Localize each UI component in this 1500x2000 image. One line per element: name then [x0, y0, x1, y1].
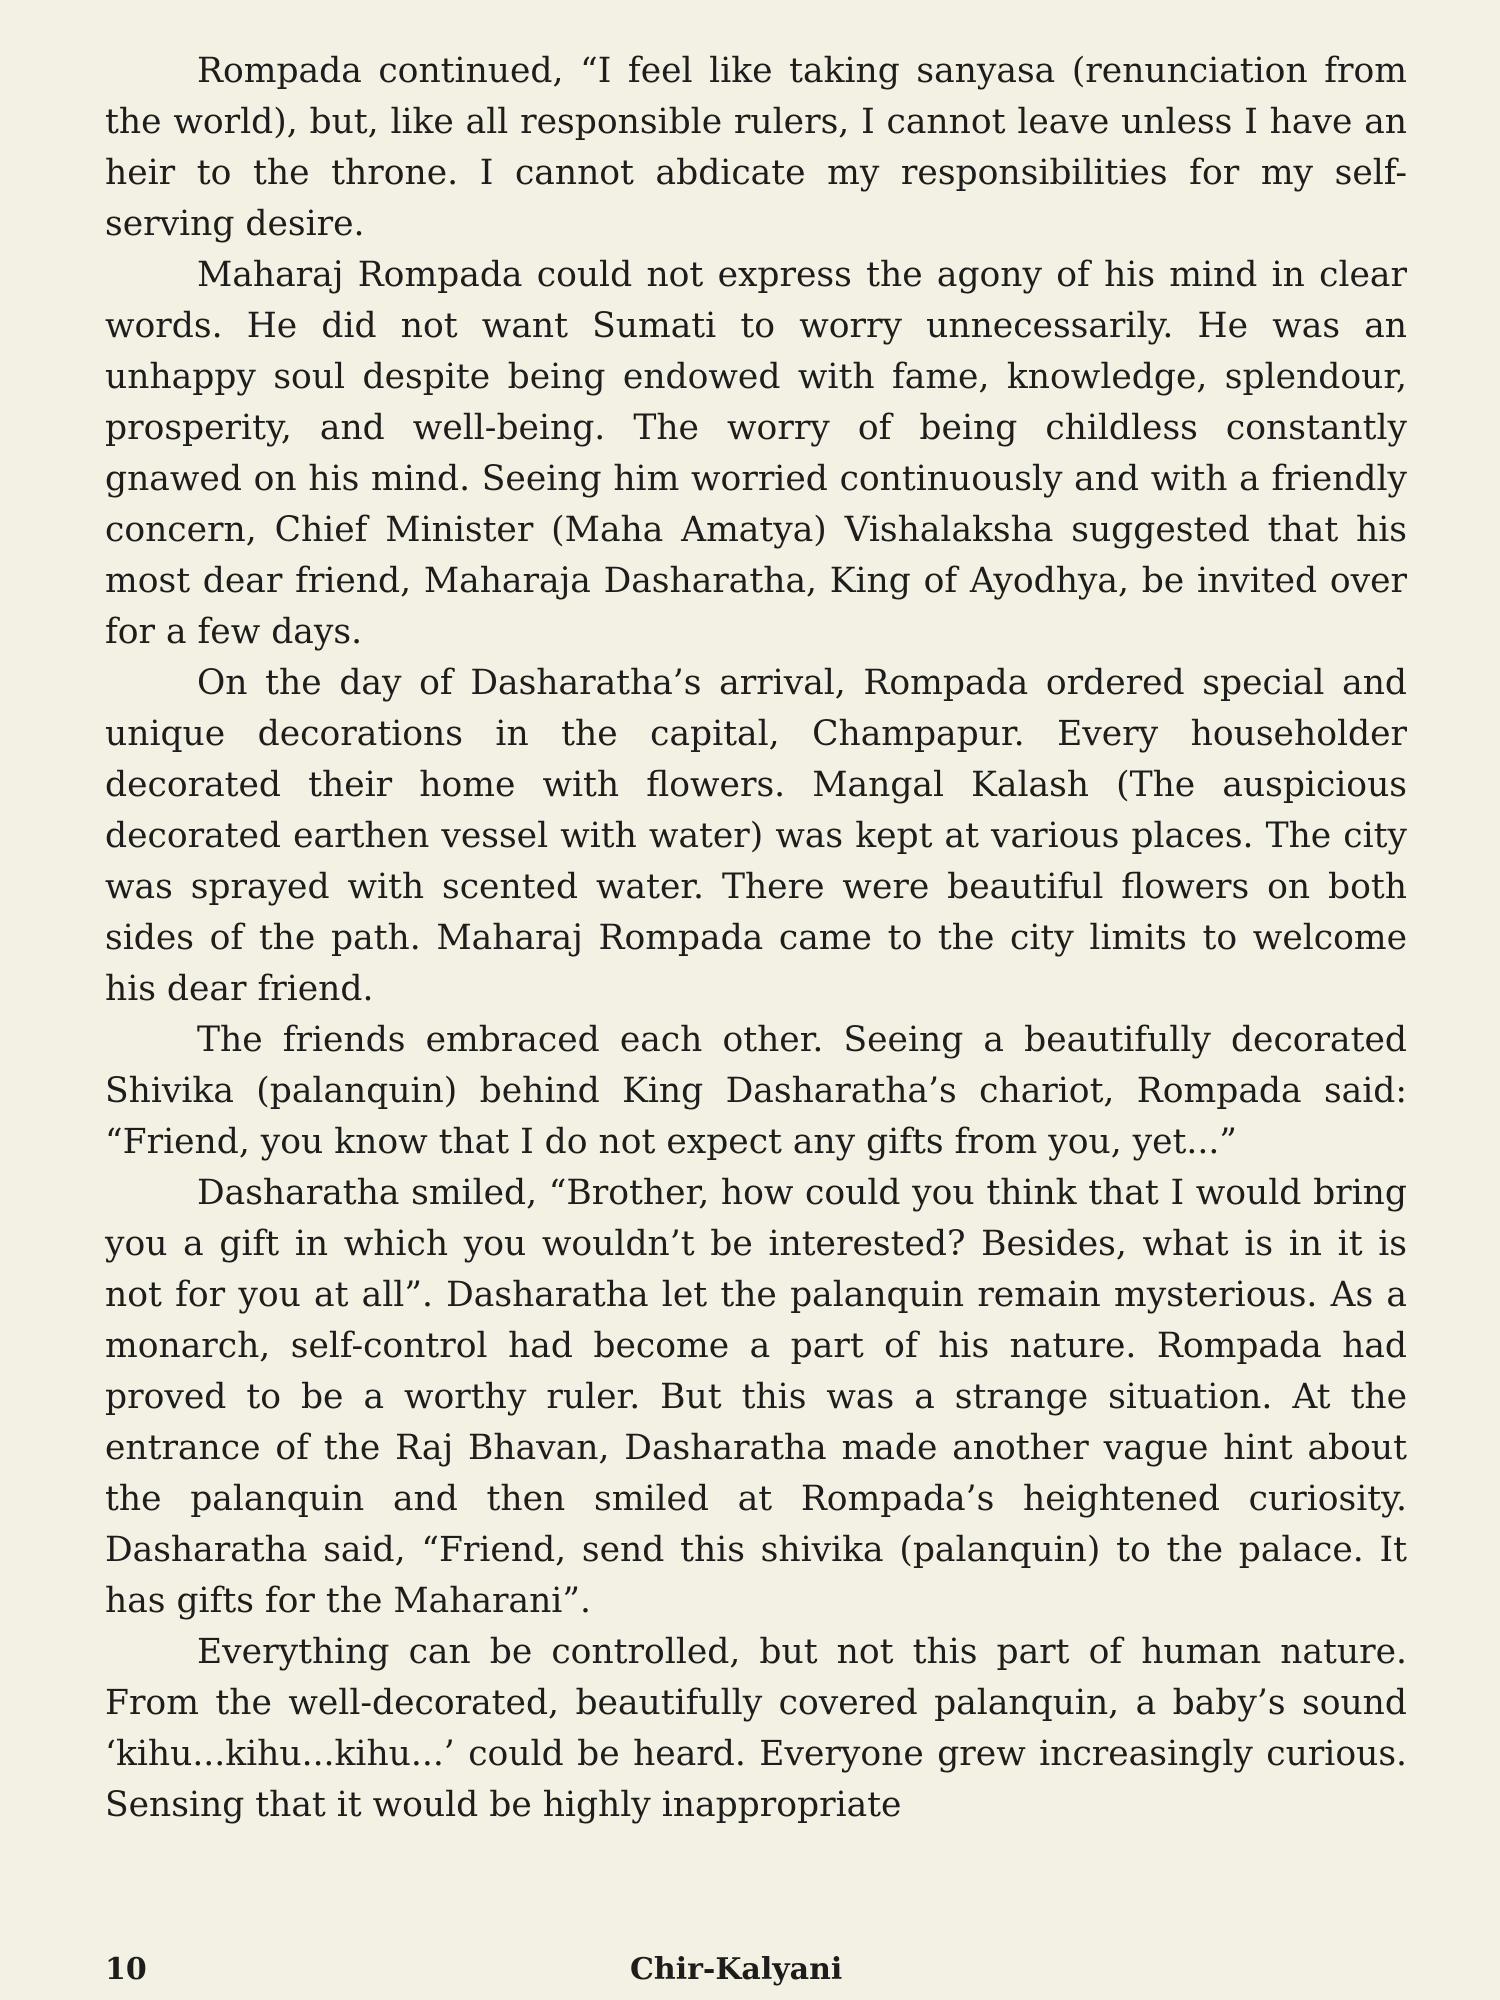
page-number: 10: [105, 1952, 147, 1987]
paragraph-1: Rompada continued, “I feel like taking sanyasa (renunciation from the world), but, like all responsible rulers, I cannot leave unless I have an heir to the throne. I cannot abdicate my responsibilities for my self-serving desire.: [105, 51, 1407, 244]
page-footer: [105, 1952, 1407, 1992]
paragraph-2: Maharaj Rompada could not express the agony of his mind in clear words. He did not want Sumati to worry unnecessarily. He was an unhappy soul despite being endowed with fame, knowledge, splendour, prosperity, and well-being. The worry of being childless constantly gnawed on his mind. Seeing him worried continuously and with a friendly concern, Chief Minister (Maha Amatya) Vishalaksha suggested that his most dear friend, Maharaja Dasharatha, King of Ayodhya, be invited over for a few days.: [105, 255, 1407, 652]
paragraph-6: Everything can be controlled, but not this part of human nature. From the well-decorated, beautifully covered palanquin, a baby’s sound ‘kihu...kihu...kihu...’ could be heard. Everyone grew increasingly curious. Sensing that it would be highly inappropriate: [105, 1632, 1407, 1825]
paragraph-4: The friends embraced each other. Seeing a beautifully decorated Shivika (palanquin) behind King Dasharatha’s chariot, Rompada said: “Friend, you know that I do not expect any gifts from you, yet...”: [105, 1020, 1407, 1162]
paragraph-3: On the day of Dasharatha’s arrival, Rompada ordered special and unique decorations in the capital, Champapur. Every householder decorated their home with flowers. Mangal Kalash (The auspicious decorated earthen vessel with water) was kept at various places. The city was sprayed with scented water. There were beautiful flowers on both sides of the path. Maharaj Rompada came to the city limits to welcome his dear friend.: [105, 663, 1407, 1009]
paragraph-5: Dasharatha smiled, “Brother, how could you think that I would bring you a gift in which you wouldn’t be interested? Besides, what is in it is not for you at all”. Dasharatha let the palanquin remain mysterious. As a monarch, self-control had become a part of his nature. Rompada had proved to be a worthy ruler. But this was a strange situation. At the entrance of the Raj Bhavan, Dasharatha made another vague hint about the palanquin and then smiled at Rompada’s heightened curiosity. Dasharatha said, “Friend, send this shivika (palanquin) to the palace. It has gifts for the Maharani”.: [105, 1173, 1407, 1621]
book-title: Chir-Kalyani: [630, 1952, 843, 1987]
body-text: [105, 46, 1407, 1831]
